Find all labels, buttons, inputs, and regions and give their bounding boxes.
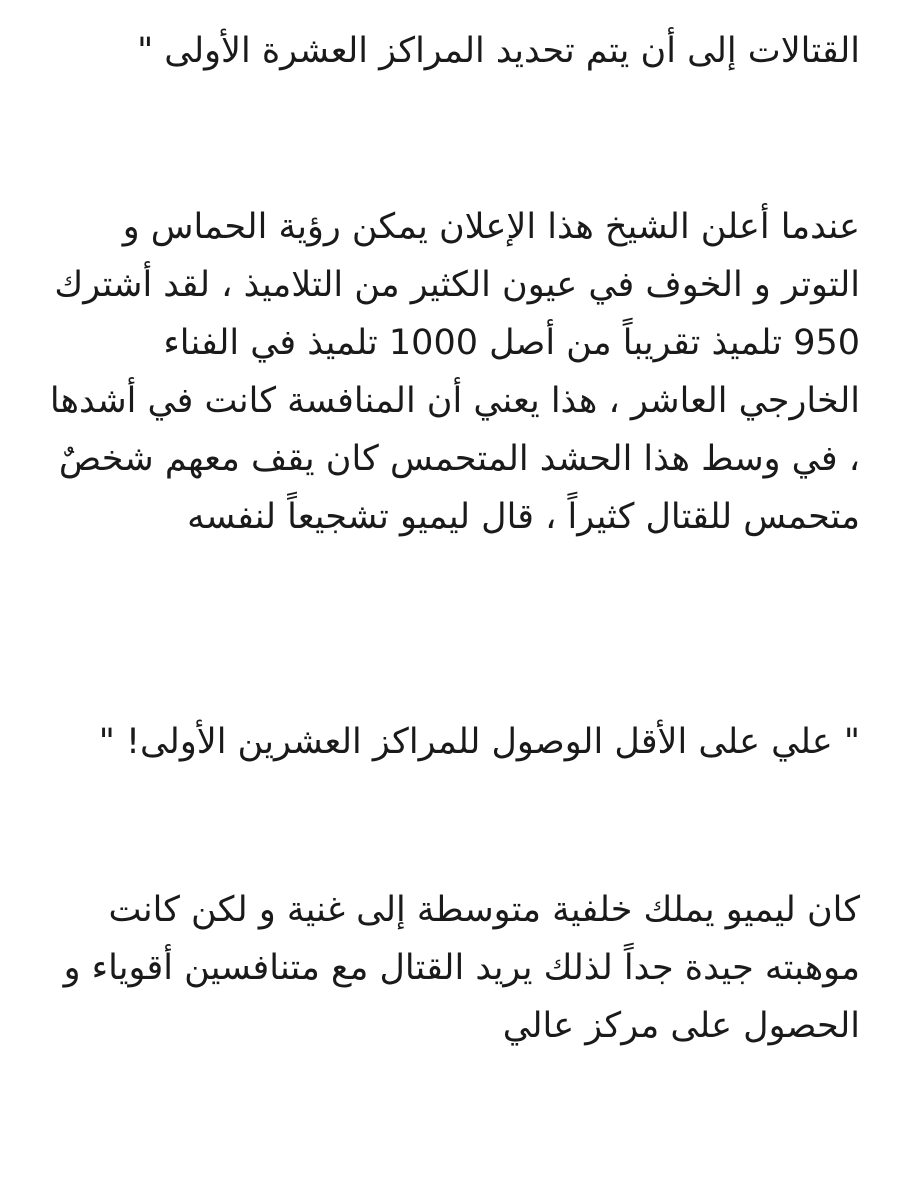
paragraph-quote: " علي على الأقل الوصول للمراكز العشرين الأولى! " [98,722,860,762]
paragraph-background: كان ليميو يملك خلفية متوسطة إلى غنية و لكن كانت موهبته جيدة جداً لذلك يريد القتال مع متنافسين أقوياء و الحصول على مركز عالي [63,890,860,1046]
paragraph-announcement: عندما أعلن الشيخ هذا الإعلان يمكن رؤية الحماس و التوتر و الخوف في عيون الكثير من التلاميذ ، لقد أشترك 950 تلميذ تقريباً من أصل 1000 تلميذ في الفناء الخارجي العاشر ، هذا يعني أن المنافسة كانت في أشدها ، في وسط هذا الحشد المتحمس كان يقف معهم شخصٌ متحمس للقتال كثيراً ، قال ليميو تشجيعاً لنفسه [49,207,860,537]
paragraph-continuation: القتالات إلى أن يتم تحديد المراكز العشرة الأولى " [137,31,860,71]
